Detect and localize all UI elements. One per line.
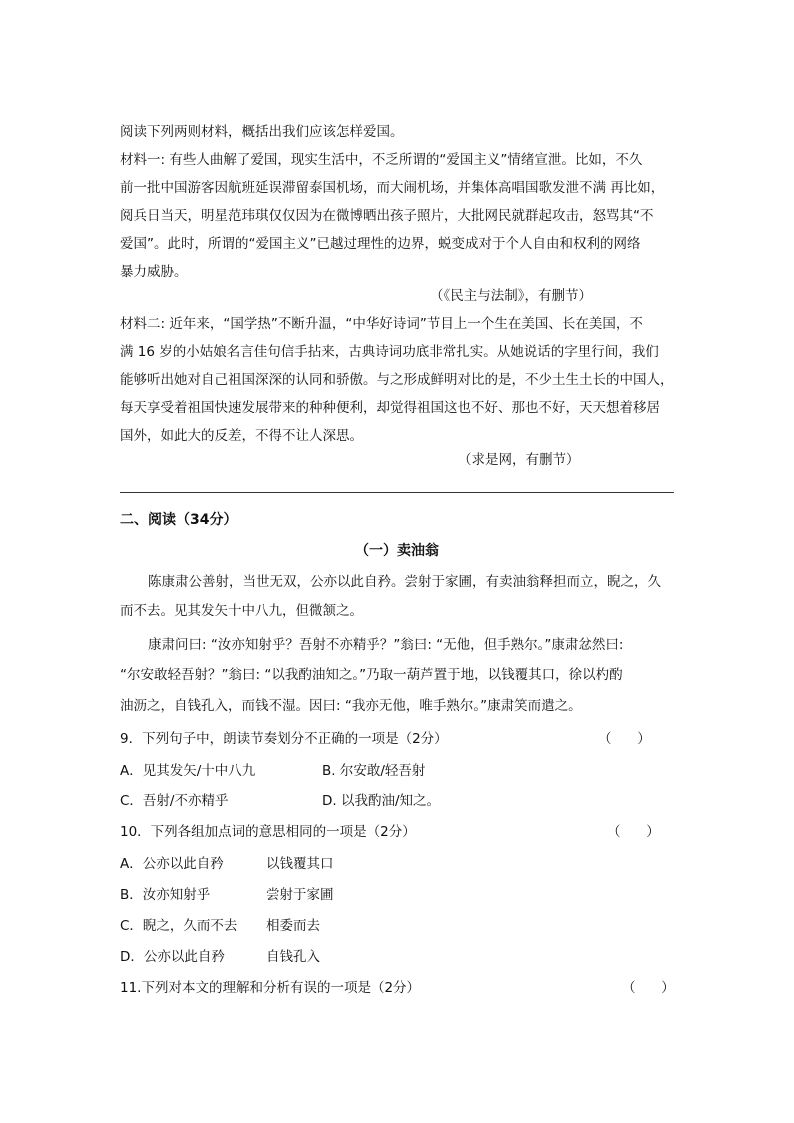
question-10-stem: 10．下列各组加点词的意思相同的一项是（2分） <box>120 824 416 840</box>
material-one-line: 材料一: 有些人曲解了爱国，现实生活中，不乏所谓的“爱国主义”情绪宣泄。比如，不久 <box>120 152 643 168</box>
question-10-option-d: D．公亦以此自矜 <box>120 949 225 965</box>
question-10-option-b: B．汝亦知射乎 <box>120 887 211 903</box>
question-10-option-a-pair: 以钱覆其口 <box>266 856 334 872</box>
question-9-option-d: D. 以我酌油/知之。 <box>322 793 441 809</box>
reading-prompt: 阅读下列两则材料，概括出我们应该怎样爱国。 <box>120 124 404 140</box>
passage-line: 康肃问曰: “汝亦知射乎？吾射不亦精乎？”翁曰: “无他，但手熟尔。”康肃忿然曰: <box>148 637 624 653</box>
question-9-option-a: A．见其发矢/十中八九 <box>120 763 256 779</box>
question-10-option-c: C．睨之，久而不去 <box>120 918 238 934</box>
question-10-answer-blank[interactable]: （ ） <box>607 824 660 840</box>
question-10-option-b-pair: 尝射于家圃 <box>266 887 334 903</box>
material-two-line: 国外，如此大的反差，不得不让人深思。 <box>120 428 363 444</box>
passage-title: （一）卖油翁 <box>355 543 439 559</box>
question-11-stem: 11.下列对本文的理解和分析有误的一项是（2分） <box>120 980 421 996</box>
material-two-line: 每天享受着祖国快速发展带来的种种便利，却觉得祖国这也不好、那也不好，天天想着移居 <box>120 400 660 416</box>
question-11-answer-blank[interactable]: （ ） <box>622 980 675 996</box>
section-divider <box>120 492 674 493</box>
question-10-option-d-pair: 自钱孔入 <box>266 949 320 965</box>
material-one-source: （《民主与法制》，有删节） <box>430 288 592 304</box>
passage-line: “尔安敢轻吾射？”翁曰: “以我酌油知之。”乃取一葫芦置于地，以钱覆其口，徐以杓酌 <box>120 667 623 683</box>
passage-line: 陈康肃公善射，当世无双，公亦以此自矜。尝射于家圃，有卖油翁释担而立，睨之，久 <box>148 574 661 590</box>
material-one-line: 爱国”。此时，所谓的“爱国主义”已越过理性的边界，蜕变成对于个人自由和权利的网络 <box>120 236 641 252</box>
material-two-line: 材料二: 近年来，“国学热”不断升温，“中华好诗词”节目上一个生在美国、长在美国，不 <box>120 316 643 332</box>
material-one-line: 暴力威胁。 <box>120 264 188 280</box>
material-one-line: 阅兵日当天，明星范玮琪仅仅因为在微博晒出孩子照片，大批网民就群起攻击，怒骂其“不 <box>120 208 654 224</box>
section-heading: 二、阅读（34分） <box>120 512 238 528</box>
question-10-option-c-pair: 相委而去 <box>266 918 320 934</box>
question-9-answer-blank[interactable]: （ ） <box>598 731 651 747</box>
material-two-line: 能够听出她对自己祖国深深的认同和骄傲。与之形成鲜明对比的是，不少土生土长的中国人， <box>120 372 674 388</box>
material-two-source: （求是网，有删节） <box>458 452 580 468</box>
material-two-line: 满 16 岁的小姑娘名言佳句信手拈来，古典诗词功底非常扎实。从她说话的字里行间，我们 <box>120 344 659 360</box>
passage-line: 油沥之，自钱孔入，而钱不湿。因曰: “我亦无他，唯手熟尔。”康肃笑而遣之。 <box>120 698 582 714</box>
question-9-option-c: C．吾射/不亦精乎 <box>120 793 229 809</box>
question-9-option-b: B. 尔安敢/轻吾射 <box>322 763 426 779</box>
material-one-line: 前一批中国游客因航班延误滞留泰国机场，而大闹机场，并集体高唱国歌发泄不满 再比如， <box>120 180 665 196</box>
question-10-option-a: A．公亦以此自矜 <box>120 856 224 872</box>
question-9-stem: 9．下列句子中，朗读节奏划分不正确的一项是（2分） <box>120 731 448 747</box>
passage-line: 而不去。见其发矢十中八九，但微颔之。 <box>120 603 363 619</box>
